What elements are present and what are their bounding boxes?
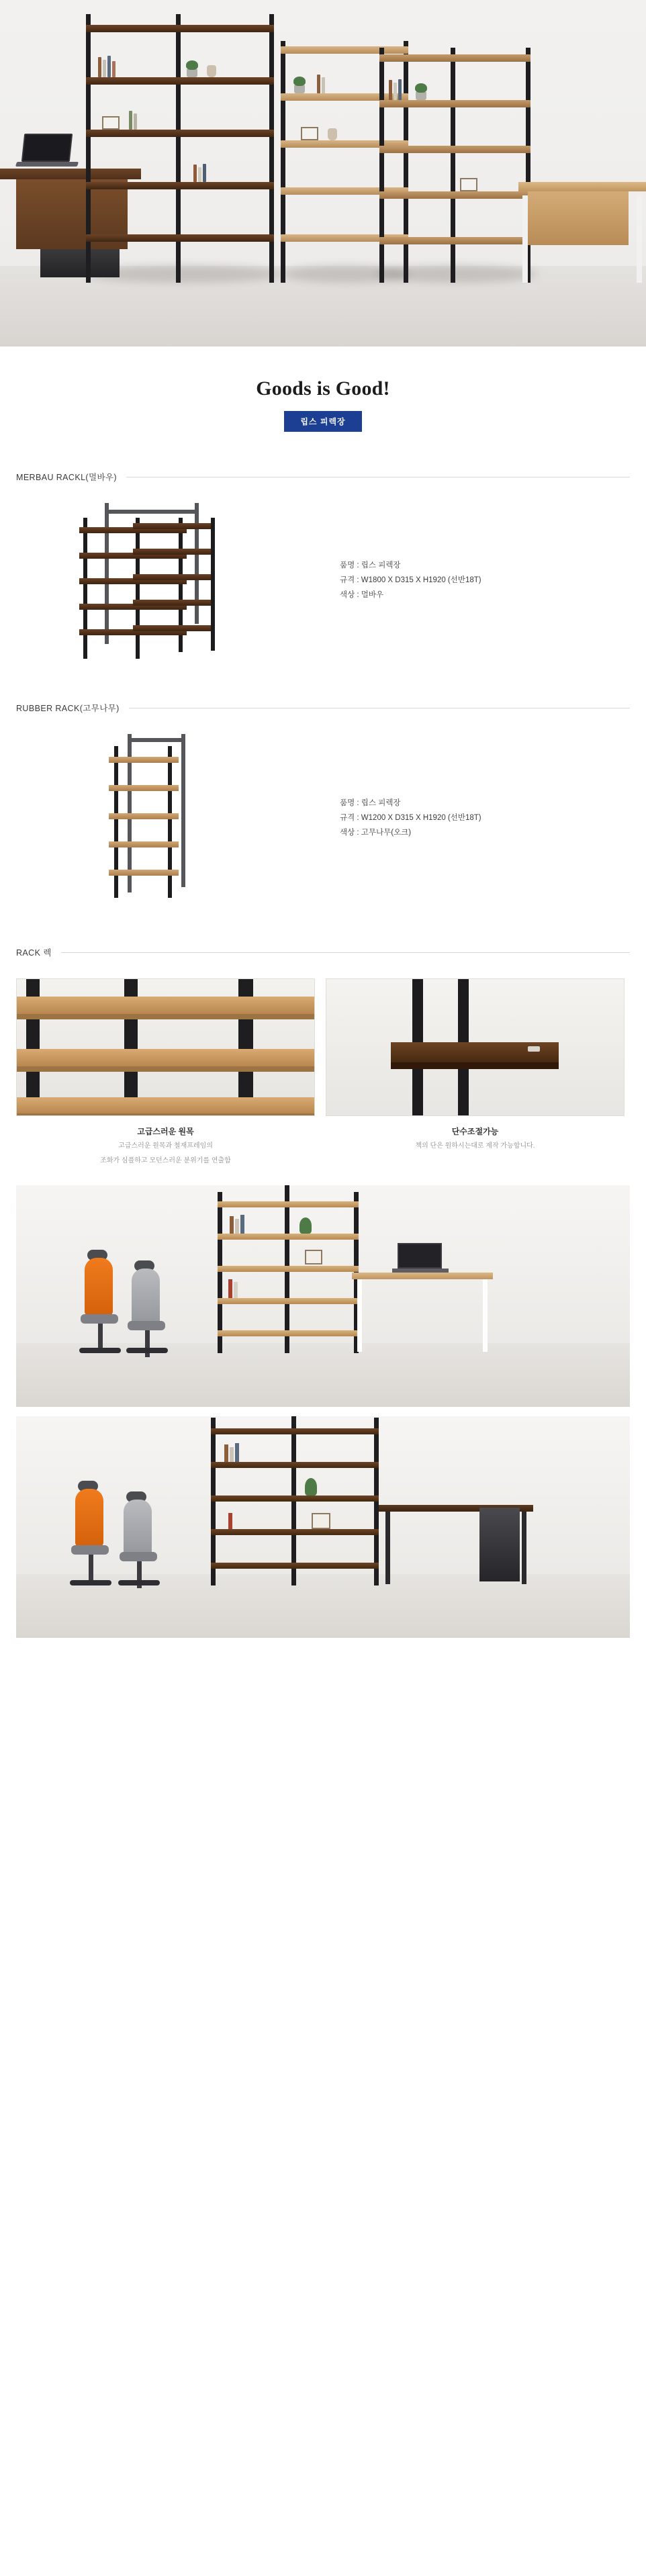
rack-post [379, 48, 384, 283]
rack-post [281, 41, 285, 283]
rack-shelf [379, 146, 530, 153]
page-title-block [0, 347, 646, 439]
rack-shelf [86, 182, 274, 189]
desk-top [518, 182, 646, 191]
spec-name: 품명 : 립스 피렉장 [340, 799, 401, 807]
section-label: MERBAU RACKL(멀바우) [16, 473, 117, 482]
laptop [16, 134, 74, 169]
product-row-rubber [16, 734, 630, 902]
spec-name: 품명 : 립스 피렉장 [340, 561, 401, 569]
rack-shelf [86, 234, 274, 242]
scene-laptop [392, 1243, 446, 1275]
desk-leg [522, 195, 528, 283]
rack-post [269, 14, 274, 283]
page-title: Goods is Good! [256, 377, 390, 400]
shelf-items [294, 72, 348, 93]
laptop-keyboard [15, 162, 79, 167]
detail-subtitle-line1: 책의 단은 원하시는대로 제작 가능합니다. [415, 1142, 535, 1150]
hero-desk-right [518, 182, 646, 283]
detail-card-wood [16, 978, 315, 1166]
rack-shelf [379, 191, 530, 199]
rack-post [176, 14, 181, 283]
product-image-rubber [16, 734, 332, 902]
section-divider [61, 952, 630, 953]
shelf-items [102, 108, 163, 130]
product-specs-merbau [332, 558, 481, 602]
scene-chair-orange [68, 1483, 116, 1585]
detail-photo-joint [326, 978, 625, 1116]
product-image-merbau [16, 503, 332, 657]
rack-shelf [379, 54, 530, 62]
rack-detail-row [16, 978, 630, 1166]
scene-chair-grey [125, 1259, 172, 1353]
scene-rack [211, 1418, 379, 1585]
laptop-screen [21, 134, 73, 162]
product-name-badge: 립스 피렉장 [284, 411, 361, 432]
shelf-items [193, 163, 247, 182]
spec-size: 규격 : W1800 X D315 X H1920 (선반18T) [340, 576, 481, 584]
detail-photo-wood [16, 978, 315, 1116]
shelf-items [460, 173, 507, 191]
section-header-rubber [16, 702, 630, 714]
rack-post [451, 48, 455, 283]
scene-rack [218, 1192, 359, 1353]
hero-banner-photo [0, 0, 646, 347]
detail-subtitle-line1: 고급스러운 원목과 철재프레임의 [118, 1142, 213, 1150]
scene-chair-grey [117, 1490, 164, 1585]
product-specs-rubber [332, 796, 481, 840]
spec-color: 색상 : 고무나무(오크) [340, 829, 412, 837]
detail-caption-joint [326, 1125, 625, 1152]
shelf-items [98, 54, 138, 77]
rack-shelf [379, 100, 530, 107]
detail-subtitle-line2: 조화가 심플하고 모던스러운 분위기를 연출함 [100, 1157, 231, 1164]
scene-chair-orange [78, 1252, 125, 1353]
detail-card-joint [326, 978, 625, 1166]
rack-shelf [86, 25, 274, 32]
rack-shelf [379, 237, 530, 244]
section-header-rack [16, 946, 630, 958]
section-label: RUBBER RACK(고무나무) [16, 704, 120, 713]
section-label: RACK 렉 [16, 948, 52, 958]
hero-rack-merbau [86, 14, 274, 283]
shelf-items [187, 56, 234, 77]
scene-desk [352, 1273, 493, 1353]
desk-panel [528, 191, 629, 245]
shelf-items [301, 120, 361, 140]
shelf-items [389, 79, 443, 100]
rack-post [86, 14, 91, 283]
detail-title: 고급스러운 원목 [137, 1127, 194, 1136]
desk-leg [637, 195, 642, 283]
detail-title: 단수조절가능 [451, 1127, 499, 1136]
scene-photo-office-light [16, 1185, 630, 1407]
detail-caption-wood [16, 1125, 315, 1166]
scene-cabinet [479, 1508, 520, 1581]
section-header-merbau [16, 471, 630, 483]
product-row-merbau [16, 503, 630, 657]
spec-color: 색상 : 멀바우 [340, 591, 384, 599]
rack-shelf [86, 77, 274, 85]
hero-rack-mixed [379, 48, 530, 283]
rack-shelf [86, 130, 274, 137]
spec-size: 규격 : W1200 X D315 X H1920 (선반18T) [340, 814, 481, 822]
scene-photo-office-dark [16, 1416, 630, 1638]
